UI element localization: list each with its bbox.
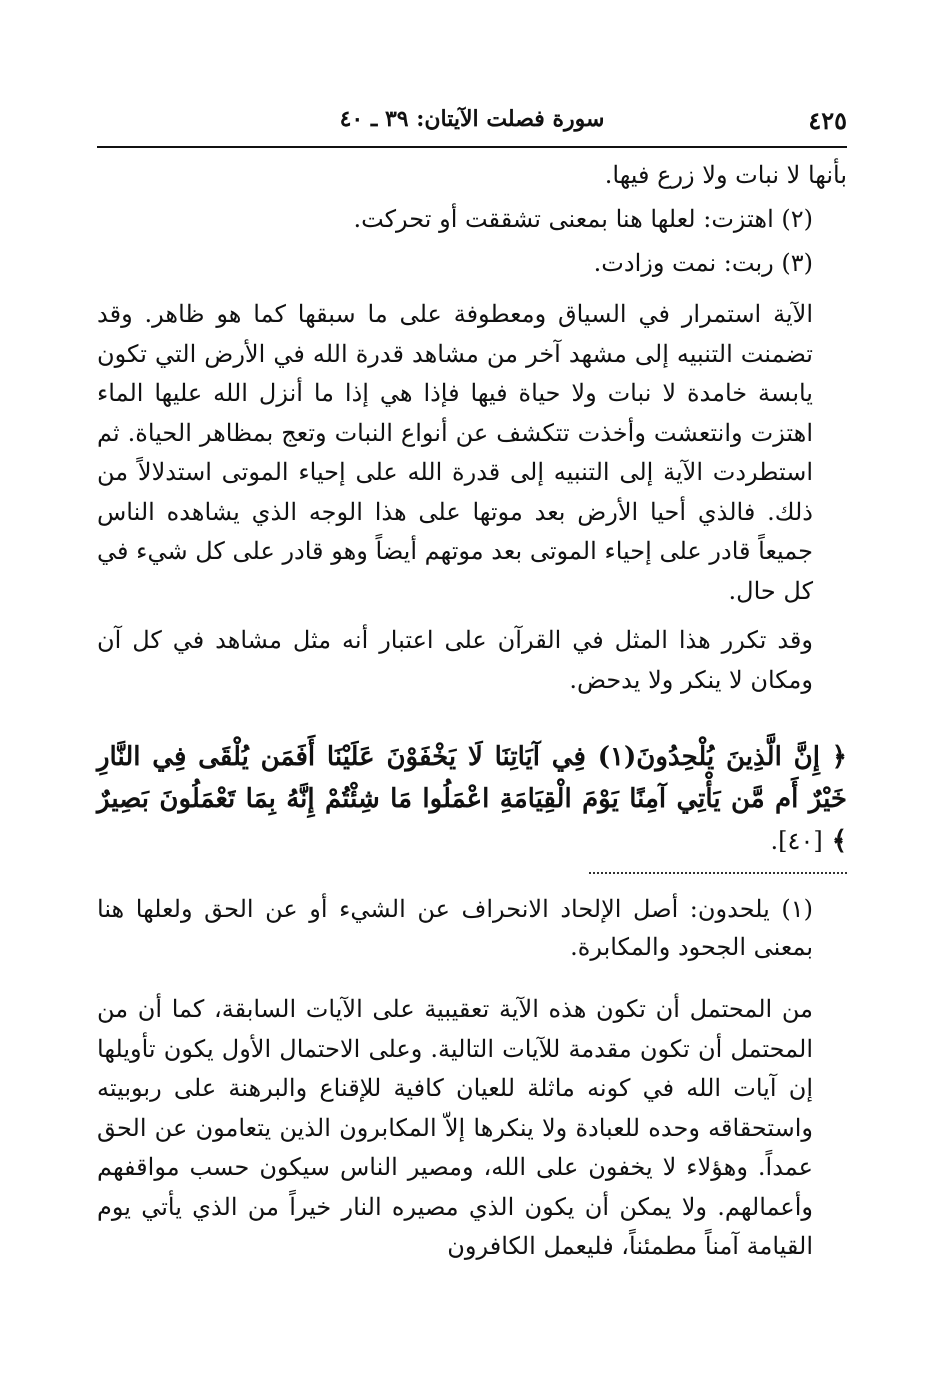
commentary-paragraph: الآية استمرار في السياق ومعطوفة على ما سبقها كما هو ظاهر. وقد تضمنت التنبيه إلى مشهد آخر من مشاهد قدرة الله في الأرض التي تكون يابسة خامدة لا نبات ولا حياة فيها فإذا هي إذا ما أنزل الله عليها الماء اهتزت وانتعشت وأخذت تتكشف عن أنواع النبات وتعج بمظاهر الحياة. ثم استطردت الآية إلى التنبيه إلى قدرة الله على إحياء الموتى استدلالاً من ذلك. فالذي أحيا الأرض بعد موتها على هذا الوجه الذي يشاهده الناس جميعاً قادر على إحياء الموتى بعد موتهم أيضاً وهو قادر على كل شيء في كل حال. xyxy=(97,300,814,605)
footnote-continuation: بأنها لا نبات ولا زرع فيها. xyxy=(604,161,847,189)
commentary-paragraph: وقد تكرر هذا المثل في القرآن على اعتبار أنه مثل مشاهد في كل آن ومكان لا ينكر ولا يدحض. xyxy=(97,626,813,694)
running-title: سورة فصلت الآيتان: ٣٩ ـ ٤٠ xyxy=(339,106,605,132)
footnote-1: (١) يلحدون: أصل الإلحاد الانحراف عن الشيء أو عن الحق ولعلها هنا بمعنى الجحود والمكابرة. xyxy=(97,895,813,961)
footnote-divider xyxy=(589,872,847,874)
verse-text: ﴿ إِنَّ الَّذِينَ يُلْحِدُونَ(١) فِي آيَاتِنَا لَا يَخْفَوْنَ عَلَيْنَا أَفَمَن يُلْقَى فِي النَّارِ خَيْرٌ أَم مَّن يَأْتِي آمِنًا يَوْمَ الْقِيَامَةِ اعْمَلُوا مَا شِئْتُمْ إِنَّهُ بِمَا تَعْمَلُونَ بَصِيرٌ ﴾ xyxy=(97,742,847,856)
footnote-3: (٣) ربت: نمت وزادت. xyxy=(593,249,813,277)
verse-reference: [٤٠]. xyxy=(770,827,823,855)
commentary-paragraph: من المحتمل أن تكون هذه الآية تعقيبية على الآيات السابقة، كما أن من المحتمل أن تكون مقدمة للآيات التالية. وعلى الاحتمال الأول يكون تأويلها إن آيات الله في كونه ماثلة للعيان كافية للإقناع والبرهنة على ربوبيته واستحقاقه وحده للعبادة ولا ينكرها إلاّ المكابرون الذين يتعامون عن الحق عمداً. وهؤلاء لا يخفون على الله، ومصير الناس سيكون حسب مواقفهم وأعمالهم. ولا يمكن أن يكون الذي مصيره النار خيراً من الذي يأتي يوم القيامة آمناً مطمئناً، فليعمل الكافرون xyxy=(97,995,813,1260)
quran-verse xyxy=(97,736,847,862)
footnote-2: (٢) اهتزت: لعلها هنا بمعنى تشققت أو تحركت. xyxy=(353,205,813,233)
verse-footnote xyxy=(97,890,847,966)
commentary-section-2 xyxy=(97,990,847,1267)
header-rule xyxy=(97,146,847,148)
commentary-section-1 xyxy=(97,295,847,700)
page-number: ٤٢٥ xyxy=(808,106,847,135)
top-footnotes xyxy=(97,156,847,282)
page-header xyxy=(97,100,847,140)
